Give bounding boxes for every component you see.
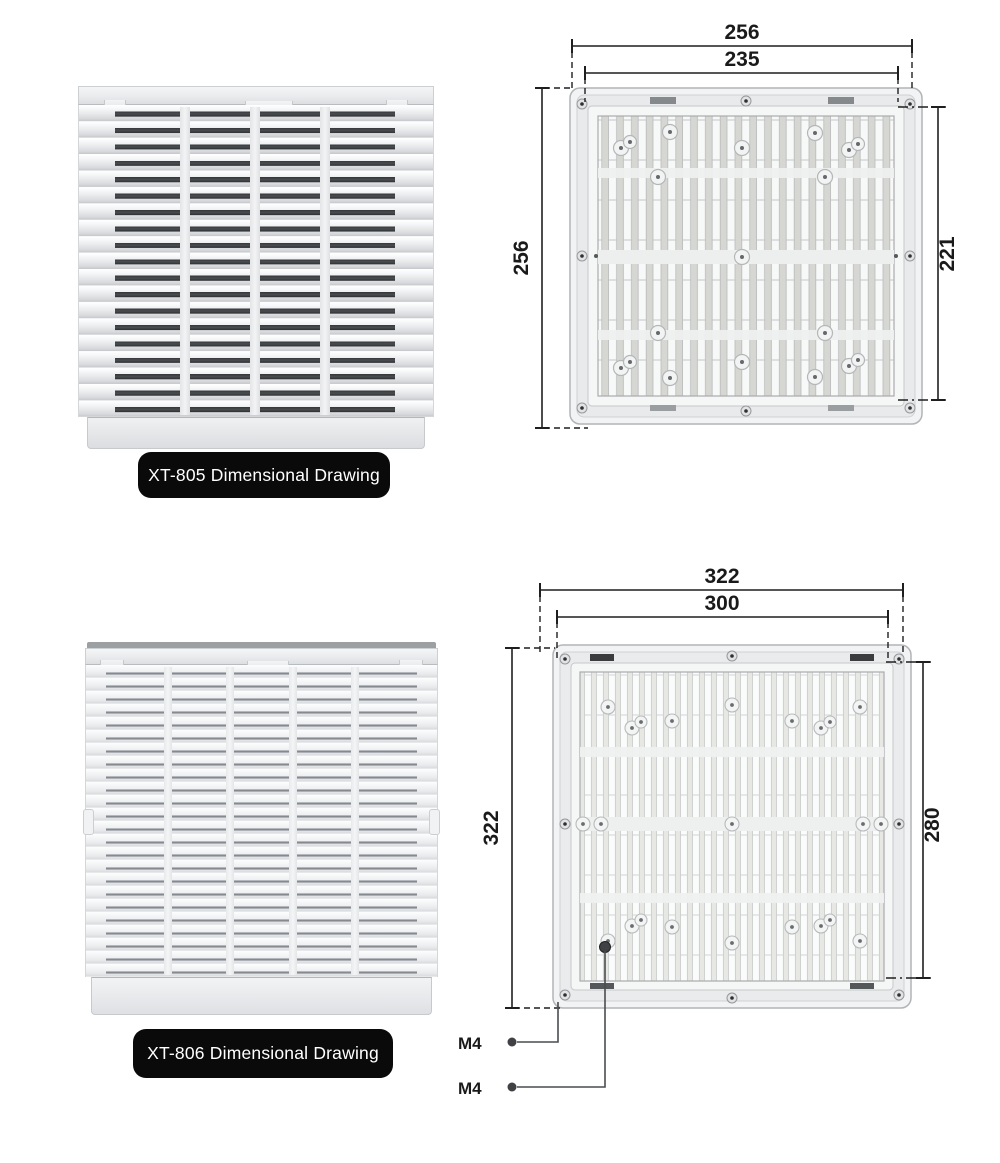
louver-divider	[180, 107, 190, 415]
xt805-dimensional-drawing	[460, 0, 1000, 505]
xt805-label-text: XT-805 Dimensional Drawing	[148, 464, 380, 485]
xt806-base-frame	[91, 977, 432, 1015]
clip-mark	[850, 654, 874, 661]
louver-divider	[320, 107, 330, 415]
xt805-base-frame	[87, 417, 425, 449]
xt806-label-text: XT-806 Dimensional Drawing	[147, 1043, 379, 1063]
m4-label-2: M4	[458, 1079, 482, 1098]
louver-divider	[226, 667, 234, 975]
xt806-dimensional-drawing	[440, 555, 1000, 1163]
xt806-rear-frame	[553, 645, 911, 1008]
xt805-label-pill	[138, 452, 390, 498]
clip-mark	[650, 405, 676, 411]
dim-label-outer-height: 322	[480, 810, 503, 846]
dim-label-inner-width: 300	[704, 592, 740, 615]
side-clip	[429, 809, 440, 835]
dim-label-inner-height: 221	[936, 236, 959, 272]
xt806-product-photo	[85, 642, 438, 1018]
m4-label-1: M4	[458, 1034, 482, 1053]
xt805-top-cap	[78, 86, 434, 105]
side-clip	[83, 809, 94, 835]
clip-mark	[828, 405, 854, 411]
dim-label-inner-width: 235	[724, 48, 760, 71]
xt806-louver-grille	[85, 665, 438, 977]
louver-slots	[115, 107, 395, 415]
clip-mark	[828, 97, 854, 104]
louver-slots	[106, 667, 417, 975]
xt806-label-pill	[133, 1029, 393, 1078]
clip-mark	[590, 654, 614, 661]
louver-divider	[289, 667, 297, 975]
dim-outer-height	[505, 648, 560, 1008]
xt805-rear-frame	[570, 88, 922, 424]
clip-mark	[850, 983, 874, 989]
louver-divider	[164, 667, 172, 975]
dim-label-outer-width: 256	[724, 21, 760, 44]
dim-label-outer-width: 322	[704, 565, 740, 588]
xt805-louver-grille	[78, 105, 434, 417]
dim-label-outer-height: 256	[510, 240, 533, 276]
xt806-top-cap	[85, 648, 438, 665]
louver-divider	[351, 667, 359, 975]
clip-mark	[650, 97, 676, 104]
xt805-product-photo	[78, 86, 434, 447]
mounting-hole-dot	[600, 942, 611, 953]
louver-divider	[250, 107, 260, 415]
dim-label-inner-height: 280	[921, 807, 944, 843]
clip-mark	[590, 983, 614, 989]
